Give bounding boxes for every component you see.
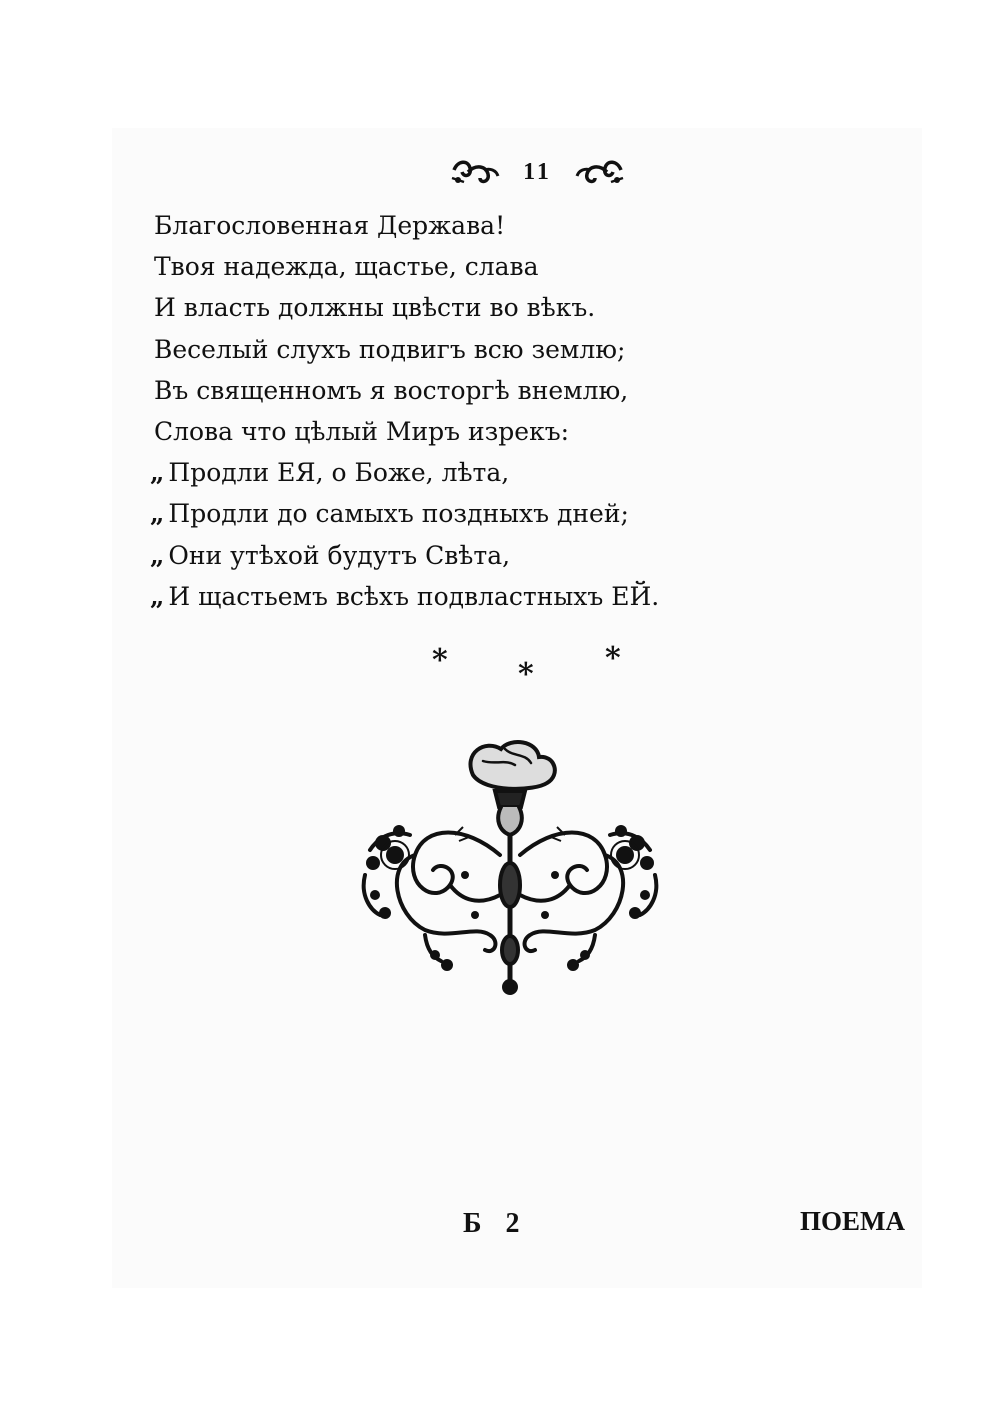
verse-text: И щастьемъ всѣхъ подвластныхъ ЕЙ. [168,581,660,611]
verse-line [150,287,750,328]
signature-mark [463,1208,522,1240]
verse-line [150,452,750,493]
catchword: ПОЕМА [800,1206,905,1236]
verse-text: И власть должны цвѣсти во вѣкъ. [154,293,596,323]
verse-line [150,493,750,534]
verse-text: Продли до самыхъ поздныхъ дней; [168,499,629,529]
verse-line [150,205,750,246]
fleuron-right-icon [575,156,625,188]
verse-text: Слова что цѣлый Миръ изрекъ: [154,416,570,446]
page-header [450,152,625,192]
verse-line [150,535,750,576]
verse-quote-mark: „ [150,458,165,488]
asterism [420,640,640,700]
verse-line [150,329,750,370]
fleuron-left-icon [450,156,500,188]
verse-line [150,411,750,452]
verse-quote-mark: „ [150,540,165,570]
verse-text: Благословенная Держава! [154,211,506,240]
page-number: 11 [523,158,552,185]
signature-letter: Б [463,1208,484,1239]
verse-line [150,370,750,411]
verse-quote-mark: „ [150,581,165,611]
verse-line [150,246,750,287]
verse-text: Веселый слухъ подвигъ всю землю; [154,334,626,364]
verse-line [150,576,750,617]
asterism-star: * [605,641,621,676]
verse-quote-mark: „ [150,499,165,529]
verse-text: Въ священномъ я восторгѣ внемлю, [154,375,629,405]
verse-text: Продли ЕЯ, о Боже, лѣта, [168,458,510,488]
poem-stanza [150,205,750,617]
verse-text: Они утѣхой будутъ Свѣта, [168,540,511,570]
verse-text: Твоя надежда, щастье, слава [154,252,539,282]
asterism-star: * [432,643,448,678]
floral-vignette-icon [355,735,665,1000]
asterism-star: * [518,657,534,692]
signature-number: 2 [505,1208,522,1239]
